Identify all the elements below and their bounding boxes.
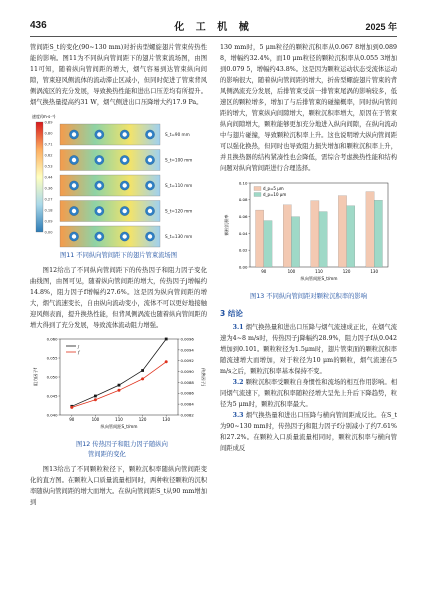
deposition-bar-chart: [220, 177, 397, 289]
legend-label: d_p=5 μm: [263, 186, 284, 191]
tube-core: [122, 132, 126, 136]
data-point: [165, 360, 168, 363]
y-tick-label: 0.08: [238, 197, 248, 203]
y-left-axis-label: 阻力因子f: [33, 367, 38, 387]
publication-year: 2025 年: [365, 22, 397, 32]
tube-core: [148, 209, 152, 213]
tube-core: [97, 234, 101, 238]
conclusion-3-1: [220, 322, 397, 377]
y-right-tick-label: 0.0088: [180, 379, 194, 385]
colorbar-tick-label: 0.00: [44, 230, 53, 235]
y-right-tick-label: 0.0086: [180, 390, 194, 396]
colorbar-title: 速度/(m·s⁻¹): [32, 114, 56, 119]
y-right-tick-label: 0.0094: [180, 347, 194, 353]
paragraph: 图13给出了不同颗粒粒径下，颗粒沉积率随纵向管间距变化的直方图。在颗粒入口质量流量相同时，两种粒径颗粒的沉积率随纵向管间距的增大而增大。在纵向管间距S_t从90 mm增加到: [30, 466, 207, 506]
bar: [283, 205, 291, 267]
flow-panel-label: S_t=120 mm: [165, 208, 193, 214]
figure-11-caption: 图11 不同纵向管间距下的翅片管束流场图: [59, 252, 178, 259]
y-right-tick-label: 0.0092: [180, 358, 194, 364]
y-tick-label: 0.00: [238, 264, 248, 270]
conclusion-text: 烟气换热量和进出口压降与横向管间距成反比。在S_t为90~130 mm时，传热因子j和阻力因子f分别减小了约7.61%和27.2%。在颗粒入口质量流量相同时，颗粒沉积率与横向管间距成反: [220, 412, 397, 452]
conclusion-text: 烟气换热量和进出口压降与烟气流速成正比，在烟气流速为4~8 m/s时，传热因子j降幅约28.9%，阻力因子f从0.042增加到0.101。颗粒粒径为1.5μm时，翅片管束面的颗粒沉积率随流速增大而增加，对于粒径为10 μm的颗粒，烟气流速在5 m/s之后，颗粒沉积率基本保持不变。: [220, 324, 397, 375]
flow-panel-label: S_t=90 mm: [165, 132, 190, 137]
bar: [347, 206, 355, 267]
paragraph: 130 mm时，5 μm粒径的颗粒沉积率从0.067 8增加到0.089 8，增幅约32.4%，而10 μm粒径的颗粒沉积率从0.055 3增加到0.079 5，增幅约43.8%。这是因为颗粒运动状态受流体运动的影响很大，随着纵向管间距的增大，折齿型螺旋翅片管束的背风侧涡流充分发展，后排管束受前一排管束尾涡的影响较多，低速区的颗粒增多，增加了与后排管束的碰撞概率，同时纵向管间距的增大，管束纵向间隙增大，颗粒沉积率增大，原因在于管束纵向间隙增大，颗粒能够更加充分地进入纵向间隙，在纵向流动中与翅片碰撞，导致颗粒沉积率上升。这也说明增大纵向管间距可以强化换热，但同时也导致阻力损失增加和颗粒沉积率上升，并且换热器的结构紧凑性也会降低，需综合考虑换热性能和结构问题对纵向管间距进行合理选择。: [220, 44, 397, 172]
conclusion-text: 颗粒沉积率受颗粒自身惯性和流场的相互作用影响。相同烟气流速下，颗粒沉积率随粒径增大呈先上升后下降趋势，粒径为5 μm时，颗粒沉积率最大。: [220, 379, 397, 408]
y-left-tick-label: 0.045: [46, 393, 58, 399]
data-point: [118, 384, 121, 387]
x-tick-label: 100: [287, 269, 296, 274]
y-tick-label: 0.02: [238, 247, 248, 253]
factor-line-chart: [30, 333, 207, 437]
conclusion-number: 3.3: [232, 412, 244, 419]
tube-core: [122, 183, 126, 187]
x-tick-label: 90: [69, 417, 75, 422]
flow-panel: [60, 124, 190, 145]
colorbar-tick-label: 0.71: [44, 142, 53, 147]
page-number: 436: [30, 20, 47, 31]
flow-panel-label: S_t=110 mm: [165, 183, 193, 188]
colorbar-tick-label: 0.80: [44, 131, 53, 136]
colorbar: [36, 122, 43, 232]
colorbar-tick-label: 0.27: [44, 197, 53, 202]
y-left-tick-label: 0.055: [46, 355, 58, 361]
figure-12-caption: [30, 440, 207, 460]
x-tick-label: 120: [138, 417, 147, 422]
left-column: [30, 42, 207, 508]
bar: [374, 200, 382, 267]
tube-core: [72, 234, 76, 238]
colorbar-tick-label: 0.62: [44, 153, 53, 158]
bar: [311, 201, 319, 267]
right-column: [220, 42, 397, 454]
y-right-axis-label: 传热因子j: [201, 368, 206, 386]
paragraph: 图12给出了不同纵向管间距下的传热因子和阻力因子变化曲线图，由图可见，随着纵向管间距的增大，传热因子j增幅约14.8%，阻力因子f增幅约27.6%。这是因为纵向管间距的增大，烟气流速变长，自由纵向流动变小，流体不可以更好地接触迎风侧表面，提升换热性能，但背风侧涡流也随着纵向管间距的增大得到了充分发展，导致流体流动阻力增强。: [30, 267, 207, 329]
bar: [264, 221, 272, 267]
tube-core: [97, 183, 101, 187]
flow-panel: [60, 150, 192, 171]
data-point: [141, 377, 144, 380]
tube-core: [72, 132, 76, 136]
colorbar-tick-label: 0.53: [44, 164, 53, 169]
colorbar-tick-label: 0.18: [44, 208, 53, 213]
bar: [256, 210, 264, 267]
figure-12-caption-line: 管间距的变化: [88, 451, 126, 458]
figure-13-caption: 图13 不同纵向管间距对颗粒沉积率的影响: [249, 293, 368, 300]
data-point: [94, 398, 97, 401]
x-tick-label: 110: [315, 269, 323, 274]
y-tick-label: 0.06: [238, 214, 248, 219]
flow-panel: [60, 226, 192, 247]
legend-label: f: [78, 349, 80, 355]
tube-core: [122, 158, 126, 162]
x-tick-label: 130: [162, 417, 171, 422]
data-point: [94, 395, 97, 398]
y-left-tick-label: 0.050: [46, 374, 58, 380]
colorbar-tick-label: 0.44: [44, 175, 53, 180]
x-axis-label: 纵向管间距S_t/mm: [300, 276, 338, 281]
tube-core: [148, 158, 152, 162]
journal-title: 化 工 机 械: [174, 22, 253, 33]
y-left-tick-label: 0.040: [46, 412, 58, 418]
flow-panel-label: S_t=100 mm: [165, 157, 193, 163]
x-tick-label: 90: [261, 269, 267, 274]
bar: [291, 217, 299, 267]
page-header: [0, 0, 427, 40]
y-right-tick-label: 0.0084: [180, 401, 194, 407]
conclusion-3-3: [220, 410, 397, 454]
y-left-tick-label: 0.060: [46, 336, 58, 342]
colorbar-tick-label: 0.89: [44, 120, 53, 125]
data-point: [118, 389, 121, 392]
bar: [338, 196, 346, 267]
section-heading: 3 结论: [220, 309, 243, 318]
flow-panel: [60, 201, 192, 222]
figure-13: [220, 177, 397, 289]
legend-label: j: [78, 343, 80, 349]
flow-field-image: [30, 110, 207, 248]
legend-label: d_p=10 μm: [263, 192, 287, 197]
tube-core: [148, 183, 152, 187]
flow-panel: [60, 175, 192, 196]
colorbar-tick-label: 0.36: [44, 186, 53, 191]
bar: [319, 212, 327, 267]
x-tick-label: 100: [91, 417, 100, 422]
tube-core: [97, 132, 101, 136]
colorbar-tick-label: 0.09: [44, 219, 53, 224]
bar: [366, 192, 374, 267]
conclusion-3-2: [220, 377, 397, 410]
y-tick-label: 0.10: [238, 180, 248, 186]
flow-panel-label: S_t=130 mm: [165, 234, 193, 239]
tube-core: [148, 132, 152, 136]
data-point: [141, 369, 144, 372]
conclusion-number: 3.1: [232, 324, 244, 331]
tube-core: [122, 234, 126, 238]
y-right-tick-label: 0.0096: [180, 336, 194, 342]
x-tick-label: 120: [342, 269, 351, 274]
y-tick-label: 0.04: [238, 230, 248, 236]
tube-core: [122, 209, 126, 213]
tube-core: [72, 183, 76, 187]
tube-core: [97, 158, 101, 162]
figure-12: [30, 333, 207, 437]
y-axis-label: 颗粒沉积率: [224, 214, 229, 236]
figure-12-caption-line: 图12 传热因子和阻力因子随纵向: [76, 441, 168, 448]
data-point: [70, 406, 73, 409]
header-rule: [30, 36, 397, 37]
paragraph: 管间距S_t的变化(90~130 mm)对折齿型螺旋翅片管束传热性能的影响。图11为不同纵向管间距下的翅片管束流场图，由图11可知，随着纵向管间距的增大，烟气容易到达管束纵向间隙，管束迎风侧流体的流动滞止区减小，但同时促进了管束背风侧涡流区的充分发展，导致换热性能和进出口压差均有所提升。烟气换热量提高约31 W，烟气侧进出口压降增大约17.9 Pa。: [30, 44, 207, 106]
x-tick-label: 110: [115, 417, 123, 422]
x-axis-label: 纵向管间距S_t/mm: [100, 424, 138, 429]
tube-core: [72, 209, 76, 213]
conclusion-number: 3.2: [232, 379, 244, 386]
y-right-tick-label: 0.0082: [180, 412, 194, 418]
tube-core: [148, 234, 152, 238]
figure-11: [30, 110, 207, 248]
legend-swatch: [254, 193, 261, 197]
y-right-tick-label: 0.0090: [180, 368, 194, 374]
tube-core: [97, 209, 101, 213]
tube-core: [72, 158, 76, 162]
x-tick-label: 130: [370, 269, 379, 274]
legend-swatch: [254, 187, 261, 191]
data-point: [165, 338, 168, 341]
